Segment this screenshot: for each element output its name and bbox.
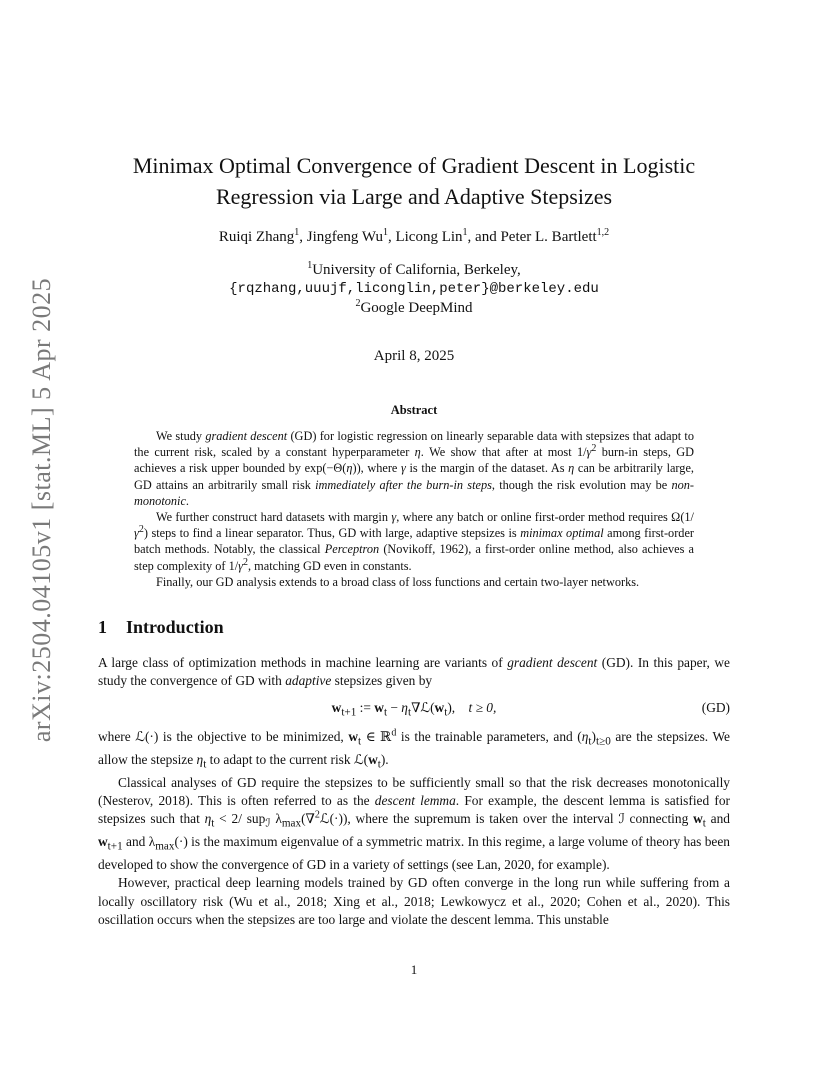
math-symbol: η (568, 461, 575, 476)
affiliation-mark: 2 (355, 298, 361, 309)
affiliation-name: University of California, Berkeley, (312, 262, 521, 278)
text: to adapt to the current risk (206, 751, 354, 767)
emphasis: Perceptron (324, 542, 380, 557)
author-separator: , (299, 229, 307, 245)
arxiv-identifier-text: arXiv:2504.04105v1 [stat.ML] 5 Apr 2025 (27, 277, 56, 743)
emphasis: immediately after the burn-in steps (315, 477, 492, 492)
gd-update-equation (98, 696, 730, 720)
math-symbol: ℒ (420, 699, 431, 715)
math-symbol: γ (391, 510, 397, 525)
math-condition: t ≥ 0, (468, 699, 497, 715)
author-emails: {rqzhang,uuujf,liconglin,peter}@berkeley.edu (229, 281, 599, 297)
math-subscript: t (702, 817, 706, 830)
math-operator: := (356, 699, 375, 715)
math-superscript: 2 (591, 443, 597, 455)
text: and λ (122, 834, 156, 850)
text: stepsizes given by (331, 673, 433, 689)
emphasis: descent lemma (374, 792, 456, 808)
affiliation-name: Google DeepMind (360, 300, 473, 316)
text: are the stepsizes. We allow the stepsize (98, 728, 730, 767)
math-symbol: w (434, 699, 445, 715)
math-operator: ( (430, 699, 435, 715)
math-symbol: γ (586, 445, 592, 460)
author-affiliation-mark: 1 (382, 227, 388, 238)
text: , matching GD even in constants. (248, 558, 412, 573)
math-superscript: d (391, 727, 397, 739)
math-subscript: t (203, 758, 207, 771)
text: (·)), where the supremum is taken over the interval (329, 811, 619, 827)
emphasis: minimax optimal (520, 526, 604, 541)
author-name: Ruiqi Zhang (218, 229, 295, 245)
author-affiliation-mark: 1 (294, 227, 300, 238)
math-symbol: η (401, 699, 408, 715)
math-symbol: ℐ (618, 811, 625, 827)
math-symbol: γ (401, 461, 406, 476)
author-name: Peter L. Bartlett (500, 229, 597, 245)
math-superscript: 2 (243, 556, 249, 568)
affiliation-mark: 1 (307, 260, 313, 271)
math-symbol: γ (238, 558, 244, 573)
text: and (705, 811, 731, 827)
text: where (98, 728, 136, 744)
math-symbol: ℒ (353, 751, 364, 767)
math-symbol: η (346, 461, 353, 476)
text: A large class of optimization methods in machine learning are variants of (98, 655, 508, 670)
math-operator: ∇ (411, 699, 421, 715)
math-subscript: t (358, 735, 362, 748)
paper-title-line-1: Minimax Optimal Convergence of Gradient Descent in Logistic (132, 153, 696, 178)
text: is the margin of the dataset. As (405, 461, 569, 476)
emphasis: non-monotonic (134, 477, 694, 508)
section-number: 1 (98, 617, 107, 637)
text: burn-in steps, GD achieves a risk upper bounded by exp(−Θ( (134, 445, 695, 476)
body-paragraph: However, practical deep learning models trained by GD often converge in the long run while suffering from a locally oscillatory risk (Wu et al., 2018; Xing et al., 2018; Lewkowycz et al., 2020; Cohen et al., 2020). This oscillation occurs when the stepsizes are too large and violate the descent lemma. This unstable (98, 875, 730, 927)
math-symbol: ℒ (319, 811, 330, 827)
math-symbol: w (98, 834, 108, 850)
math-superscript: 2 (314, 809, 320, 821)
text: (GD) for logistic regression on linearly separable data with stepsizes that adapt to the current risk, scaled by a constant hyperparameter (134, 429, 694, 460)
text: can be arbitrarily large, GD attains an arbitrarily small risk (134, 461, 694, 492)
math-subscript: t+1 (107, 840, 123, 853)
section-heading (98, 617, 224, 638)
math-operator: − (387, 699, 402, 715)
author-list (100, 229, 728, 246)
author-name: Licong Lin (395, 229, 463, 245)
text: (∇ (301, 811, 315, 827)
text: (·) is the maximum eigenvalue of a symmetric matrix. In this regime, a large volume of theory has been developed to show the convergence of GD in a variety of settings (see Lan, 2020, for example). (98, 834, 730, 873)
math-symbol: w (368, 751, 378, 767)
equation-tag: (GD) (701, 699, 730, 715)
text: (·) is the objective to be minimized, (144, 728, 349, 744)
text: ) (591, 728, 596, 744)
math-symbol: w (348, 728, 359, 744)
text: We study (156, 429, 206, 443)
math-operator: ), (447, 699, 456, 715)
text: ) steps to find a linear separator. Thus, GD with large, adaptive stepsizes is (143, 526, 521, 541)
text: ( (363, 751, 369, 767)
math-superscript: 2 (138, 524, 144, 536)
text: )), where (352, 461, 402, 476)
text: , though the risk evolution may be (491, 477, 672, 492)
affiliation-google (100, 299, 728, 318)
text: . (185, 493, 189, 508)
text: among first-order batch methods. Notably, the classical (134, 526, 694, 557)
paper-date: April 8, 2025 (373, 348, 455, 364)
math-subscript: t≥0 (595, 735, 611, 748)
text: ). (380, 751, 389, 767)
math-subscript: t (211, 817, 215, 830)
math-symbol: ℒ (135, 728, 145, 744)
math-subscript: ℐ (265, 817, 271, 830)
text: < 2/ sup (214, 811, 266, 827)
emphasis: gradient descent (507, 655, 598, 670)
author-affiliation-mark: 1,2 (596, 227, 610, 238)
abstract-heading: Abstract (390, 403, 438, 417)
math-subscript: t (444, 706, 448, 719)
math-symbol: w (331, 699, 342, 715)
text: λ (270, 811, 282, 827)
introduction-body (98, 654, 730, 929)
page-number: 1 (410, 962, 418, 977)
text: ∈ ℝ (361, 728, 392, 744)
paper-title (100, 150, 728, 212)
author-separator: , (387, 229, 396, 245)
paper-title-line-2: Regression via Large and Adaptive Stepsizes (215, 184, 613, 209)
abstract-body (134, 428, 694, 590)
math-subscript: t (377, 758, 381, 771)
math-symbol: w (374, 699, 384, 715)
math-symbol: η (414, 445, 421, 460)
author-separator: , and (467, 229, 501, 245)
math-subscript: t (588, 735, 592, 748)
affiliations (100, 261, 728, 318)
text: is the trainable parameters, and ( (396, 728, 582, 744)
text: , where any batch or online first-order method requires Ω(1/ (396, 510, 694, 525)
abstract-paragraph (134, 509, 694, 574)
math-subscript: t (407, 706, 412, 719)
author-name: Jingfeng Wu (306, 229, 383, 245)
text: . We show that after at most 1/ (420, 445, 587, 460)
body-paragraph (98, 654, 730, 691)
section-title: Introduction (126, 617, 224, 637)
emphasis: gradient descent (205, 429, 288, 443)
math-subscript: max (155, 840, 175, 853)
math-symbol: η (581, 728, 589, 744)
text: We further construct hard datasets with margin (156, 510, 392, 525)
text: . For example, the descent lemma is satisfied for stepsizes such that (98, 792, 730, 827)
math-symbol: η (196, 751, 204, 767)
text: Classical analyses of GD require the stepsizes to be sufficiently small so that the risk decreases monotonically (Nesterov, 2018). This is often referred to as the (98, 774, 730, 808)
math-subscript: t (383, 706, 388, 719)
math-symbol: w (693, 811, 703, 827)
affiliation-berkeley (100, 261, 728, 280)
text: (Novikoff, 1962), a first-order online method, also achieves a step complexity of 1/ (134, 542, 694, 573)
abstract-paragraph: Finally, our GD analysis extends to a broad class of loss functions and certain two-layer networks. (156, 574, 640, 589)
math-symbol: η (204, 811, 212, 827)
text: (GD). In this paper, we study the convergence of GD with (98, 655, 730, 689)
author-affiliation-mark: 1 (462, 227, 468, 238)
math-symbol: γ (134, 526, 139, 541)
abstract-paragraph (134, 428, 694, 509)
math-subscript: max (281, 817, 302, 830)
text: connecting (624, 811, 694, 827)
equation-body (98, 696, 730, 725)
math-subscript: t+1 (341, 706, 357, 719)
emphasis: adaptive (285, 673, 332, 689)
arxiv-identifier-stamp (16, 277, 68, 743)
body-paragraph (98, 774, 730, 875)
body-paragraph (98, 728, 730, 774)
